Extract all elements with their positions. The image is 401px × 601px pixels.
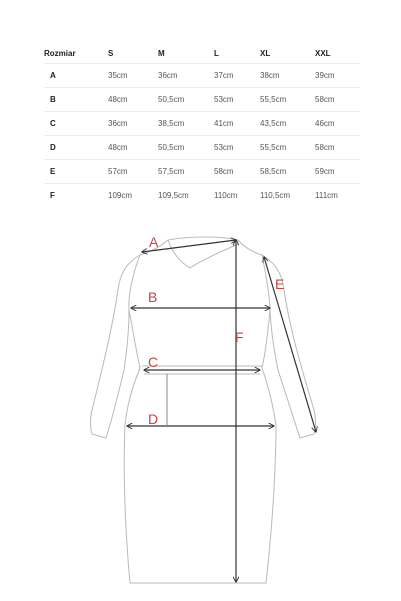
row-label: E [44,160,108,184]
table-cell: 38cm [260,64,315,88]
table-cell: 110,5cm [260,191,291,200]
table-cell: 36cm [108,112,158,136]
table-row [44,184,360,208]
table-row [44,88,360,112]
table-cell: 58cm [214,160,260,184]
row-label: B [44,88,108,112]
header-size-l: L [214,43,260,64]
table-cell: 53cm [214,136,260,160]
table-cell: 37cm [214,64,260,88]
table-header-row [44,43,360,64]
table-cell: 109cm [108,191,133,200]
label-c: C [148,354,159,370]
dress-body-outline [124,237,276,583]
table-cell: 58cm [315,136,360,160]
row-label: A [44,64,108,88]
table-row [44,136,360,160]
table-cell: 55,5cm [260,136,315,160]
table-cell: 59cm [315,160,360,184]
table-cell: 58,5cm [260,160,315,184]
table-cell: 39cm [315,64,360,88]
table-cell: 110cm [214,191,238,200]
table-cell: 35cm [108,64,158,88]
table-cell: 48cm [108,136,158,160]
label-d: D [148,411,159,427]
table-cell: 55,5cm [260,88,315,112]
table-cell: 46cm [315,112,360,136]
table-cell: 48cm [108,88,158,112]
table-cell: 57,5cm [158,160,214,184]
label-e: E [275,276,285,292]
header-size-xl: XL [260,43,315,64]
table-row [44,160,360,184]
header-size-s: S [108,43,158,64]
table-cell: 43,5cm [260,112,315,136]
table-cell: 58cm [315,88,360,112]
header-size-xxl: XXL [315,43,360,64]
label-b: B [148,289,158,305]
header-rozmiar: Rozmiar [44,43,108,64]
table-cell: 38,5cm [158,112,214,136]
row-label: D [44,136,108,160]
table-row [44,64,360,88]
table-cell: 36cm [158,64,214,88]
table-cell: 53cm [214,88,260,112]
label-a: A [149,234,159,250]
right-sleeve-outline [262,255,316,438]
table-cell: 50,5cm [158,136,214,160]
row-label: F [50,191,55,200]
left-sleeve-outline [91,255,141,438]
table-cell: 57cm [108,160,158,184]
table-row [44,112,360,136]
table-cell: 109,5cm [158,191,189,200]
table-cell: 50,5cm [158,88,214,112]
dress-measurement-diagram [0,225,401,595]
size-chart-table [44,43,360,207]
table-cell: 111cm [315,191,338,200]
table-cell: 41cm [214,112,260,136]
label-f: F [235,329,244,345]
row-label: C [44,112,108,136]
header-size-m: M [158,43,214,64]
